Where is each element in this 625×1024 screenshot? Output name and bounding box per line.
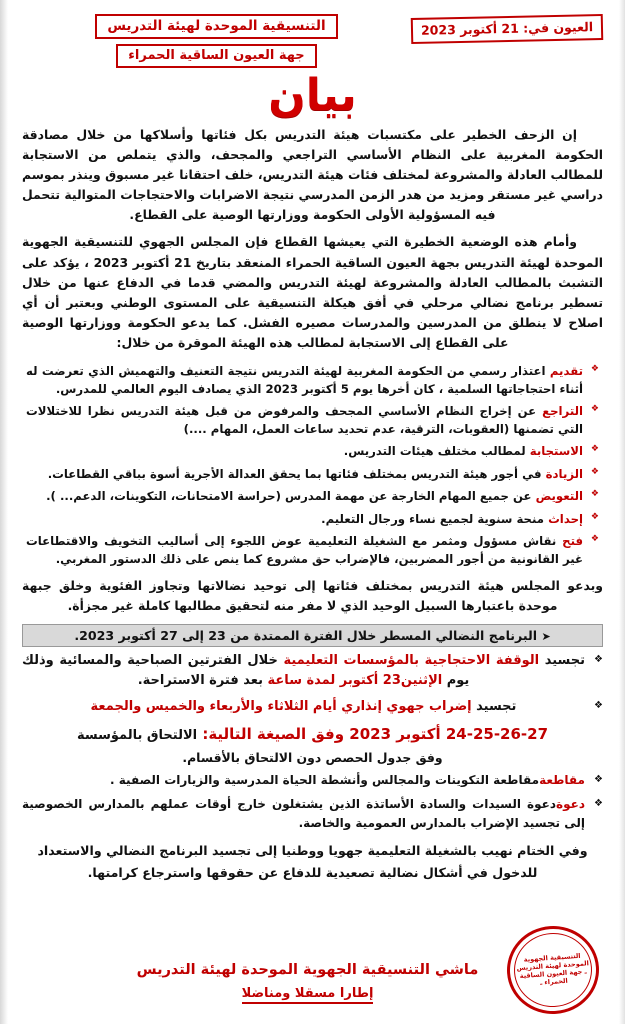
demand-text: منحة سنوية لجميع نساء ورجال التعليم.: [321, 511, 544, 526]
date-stamp: العيون في: 21 أكتوبر 2023: [411, 14, 604, 44]
paragraph-2: وأمام هذه الوضعية الخطيرة التي يعيشها القطاع فإن المجلس الجهوي للتنسيقية الجهوية الموحدة لهيئة التدريس بجهة العيون الساقية الحمراء المنعقد بتاريخ 21 أكتوبر 2023 ، يؤكد على التشبث بالمطالب العادلة والمشروعة لهيئة التدريس والمضي قدما في الدفاع عنها من خلال تسطير برنامج نضالي مرحلي في أفق هيكلة التنسيقية على المستوى الوطني وبعتبر أن أي اصلاح لا ينطلق من المدرسين والمدرسات مصيره الفشل. كما يدعو الحكومة ووزارتها الوصية على القطاع إلى الاستجابة لمطالب هذه الهيئة الموقرة من خلال:: [22, 234, 603, 350]
footer-sub-line: إطارا مسقلا ومناضلا: [242, 986, 374, 1004]
extra-action-lead: دعوة: [556, 797, 585, 812]
demand-text: عن إخراج النظام الأساسي المجحف والمرفوض من قبل هيئة التدريس نظرا للاختلالات التي تضمنها (العقوبات، الترقية، عدم تحديد ساعات العمل، المهام ....): [26, 404, 583, 436]
list-item: [26, 466, 599, 484]
demand-lead: تقديم: [549, 364, 583, 379]
extra-action-text: مقاطعة التكوينات والمجالس وأنشطة الحياة المدرسية والزيارات الصفية .: [110, 772, 540, 787]
action-part: خلال الفترتين الصباحية والمسائية وذلك يوم: [22, 652, 470, 688]
official-stamp: [507, 926, 599, 1014]
strike-format-label: وفق الصيغة التالية:: [202, 725, 345, 744]
strike-format-tail: الالتحاق بالمؤسسة: [76, 728, 198, 744]
paragraph-1: إن الزحف الخطير على مكتسبات هيئة التدريس بكل فئاتها وأسلاكها من خلال مصادقة الحكومة المغربية على النظام الأساسي التراجعي والمجحف، والذي يتملص من الاستجابة للمطالب العادلة والمشروعة لمختلف فئات هيئة التدريس، خلف احتقانا غير مسبوق وينذر بموسم دراسي غير مستقر ومزيد من هدر الزمن المدرسي نتيجة الاضرابات والاحتجاجات المتوالية تتحمل فيه المسؤولية الأولى الحكومة ووزارتها الوصية على القطاع.: [22, 127, 603, 223]
extra-action-text: دعوة السيدات والسادة الأساتذة الذين يشتغلون خارج أوقات عملهم بالمدارس الخصوصية إلى تجسيد الإضراب بالمدارس العمومية والخاصة.: [22, 797, 585, 830]
unity-call-paragraph: وبدعو المجلس هيئة التدريس بمختلف فئاتها إلى توحيد نضالاتها وتجاوز الفئوية وخلق جبهة موحدة باعتبارها السبيل الوحيد الذي لا مفر منه لتحقيق مطالبها كاملة غير مجزأة.: [22, 577, 603, 613]
program-banner-text: البرنامج النضالي المسطر خلال الفترة الممتدة من 23 إلى 27 أكتوبر 2023.: [74, 627, 538, 643]
extra-action-lead: مقاطعة: [539, 772, 585, 787]
action-item-sit-in: [22, 651, 603, 691]
list-item: [26, 403, 599, 438]
demand-text: في أجور هيئة التدريس بمختلف فئاتها بما يحقق العدالة الأجرية أسوة بباقي القطاعات.: [47, 466, 542, 481]
strike-subnote: وفق جدول الحصص دون الالتحاق بالأقسام.: [182, 749, 443, 765]
arrow-icon: ➤: [541, 629, 551, 643]
footer-main-line: ماشي التنسيقية الجهوية الموحدة لهيئة التدريس: [136, 962, 479, 979]
action-part: بعد فترة الاستراحة.: [137, 672, 268, 688]
footer-slogan: [120, 961, 495, 1004]
stamp-text: التنسيقية الجهوية الموحدة لهيئة التدريس ـ جهة العيون الساقية الحمراء ـ: [516, 951, 590, 988]
strike-dates-line: [22, 723, 603, 746]
demand-text: اعتذار رسمي من الحكومة المغربية لهيئة التدريس نتيجة التعنيف والتهميش الذي تعرضت له أثناء احتجاجاتها السلمية ، كان أخرها يوم 5 أكتوبر 2023 الذي يصادف اليوم العالمي للمدرس.: [26, 364, 583, 396]
demand-lead: الاستجابة: [529, 444, 583, 459]
region-title: جهة العيون الساقية الحمراء: [116, 44, 316, 68]
header-titles: [22, 14, 411, 68]
action-part: تجسيد: [471, 698, 517, 714]
demand-text: لمطالب مختلف هيئات التدريس.: [343, 444, 526, 459]
demand-text: نقاش مسؤول ومثمر مع الشغيلة التعليمية عوض اللجوء إلى أساليب التخويف والاقتطاعات غير القانونية من أجور المضربين، فالإضراب حق مشروع كما ينص على ذلك الدستور المغربي.: [26, 534, 583, 566]
action-part-highlight: الإثنين23 أكتوبر لمدة ساعة: [267, 672, 443, 688]
document-header: [22, 14, 603, 68]
demand-text: عن جميع المهام الخارجة عن مهمة المدرس (حراسة الامتحانات، التكوينات، الدعم... ).: [46, 489, 532, 504]
document-footer: [0, 922, 625, 1018]
list-item: [26, 443, 599, 461]
demand-lead: التراجع: [542, 404, 583, 419]
program-banner: [22, 624, 603, 647]
demand-lead: إحداث: [548, 511, 583, 526]
extra-actions-list: [22, 771, 603, 833]
list-item: [26, 511, 599, 529]
list-item: [26, 488, 599, 506]
list-item: [26, 533, 599, 568]
action-item-boycott: [22, 771, 603, 790]
organization-title: التنسيقية الموحدة لهيئة التدريس: [95, 14, 337, 39]
action-item-private-schools: [22, 795, 603, 832]
page-edge-shadow-left: [0, 0, 8, 1024]
headline-container: [22, 70, 603, 121]
final-paragraph: وفي الختام نهيب بالشغيلة التعليمية جهويا ووطنيا إلى تجسيد البرنامج النضالي والاستعداد للدخول في أشكال نضالية تصعيدية للدفاع عن حقوقها واسترجاع كرامتها.: [37, 843, 588, 880]
action-part: تجسيد: [539, 652, 585, 668]
demand-lead: التعويض: [535, 489, 583, 504]
strike-dates: 24-25-26-27 أكتوبر 2023: [349, 725, 549, 744]
action-part-highlight: إضراب جهوي إنذاري أيام الثلاثاء والأربعاء والخميس والجمعة: [90, 698, 472, 714]
demands-list: [22, 363, 603, 568]
page-edge-shadow-right: [619, 0, 625, 1024]
action-item-strike: [22, 697, 603, 717]
page-title: بيان: [268, 70, 357, 121]
actions-list: [22, 651, 603, 717]
demand-lead: فتح: [562, 534, 584, 549]
list-item: [26, 363, 599, 398]
action-part-highlight: الوقفة الاحتجاجية بالمؤسسات التعليمية: [283, 652, 540, 668]
demand-lead: الزيادة: [545, 466, 583, 481]
